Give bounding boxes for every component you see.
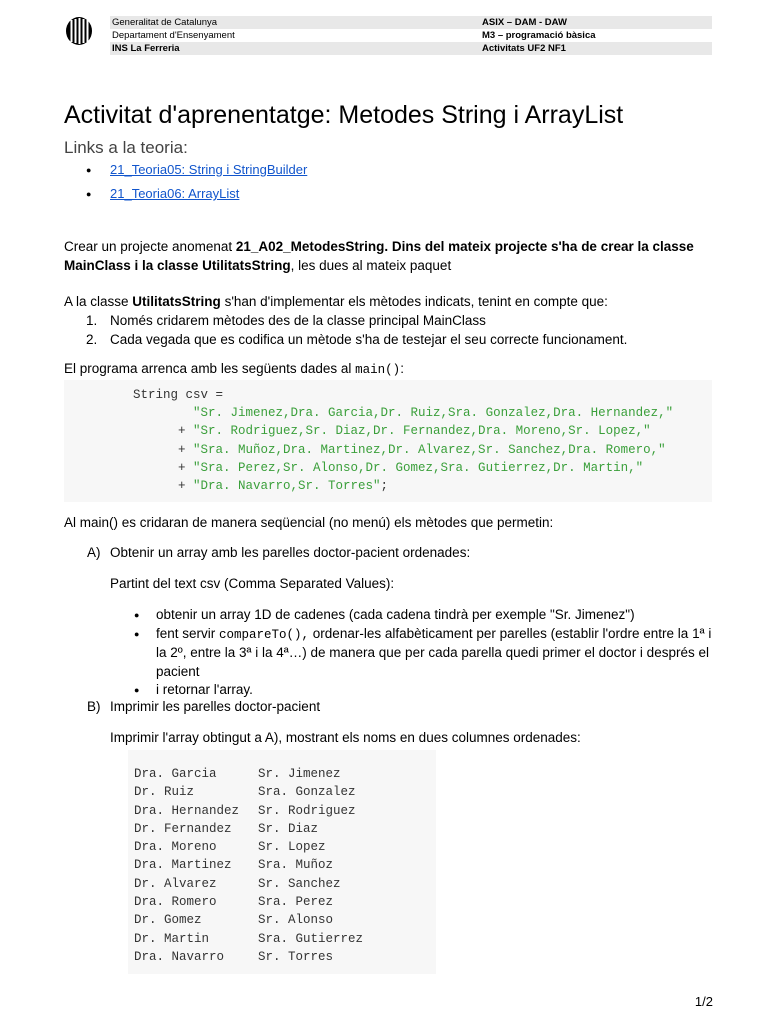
- list-item: [134, 625, 714, 682]
- header-line: ASIX – DAM - DAW: [480, 16, 712, 29]
- list-item: [86, 185, 307, 209]
- doctor-cell: Dra. Romero: [134, 895, 217, 910]
- links-heading: Links a la teoria:: [64, 138, 188, 157]
- table-row: [134, 930, 363, 948]
- table-row: [134, 875, 363, 893]
- table-row: [134, 856, 363, 874]
- doctor-cell: Dr. Ruiz: [134, 785, 195, 800]
- patient-cell: Sr. Rodriguez: [258, 803, 356, 818]
- patient-cell: Sra. Gonzalez: [258, 785, 356, 800]
- section-b-subtitle: Imprimir l'array obtingut a A), mostrant els noms en dues columnes ordenades:: [110, 730, 581, 745]
- list-text: Només cridarem mètodes des de la classe principal MainClass: [110, 313, 486, 328]
- start-text-end: :: [400, 361, 404, 376]
- link-teoria05[interactable]: 21_Teoria05: String i StringBuilder: [110, 162, 308, 177]
- list-text: Cada vegada que es codifica un mètode s'ha de testejar el seu correcte funcionament.: [110, 331, 628, 347]
- intro-paragraph: [64, 238, 724, 275]
- output-block: [128, 750, 436, 974]
- code-content: [133, 386, 673, 495]
- code-prefix: +: [133, 460, 194, 475]
- table-row: [134, 948, 363, 966]
- list-number: 2.: [86, 331, 98, 347]
- classe-bold: UtilitatsString: [132, 294, 221, 309]
- classe-text-end: s'han d'implementar els mètodes indicats, tenint en compte que:: [220, 294, 608, 309]
- main-intro: Al main() es cridaran de manera seqüencial (no menú) els mètodes que permetin:: [64, 515, 554, 530]
- doctor-cell: Dra. Garcia: [134, 767, 217, 781]
- start-paragraph: [64, 360, 724, 380]
- pairs-table: [134, 765, 363, 966]
- doctor-cell: Dr. Fernandez: [134, 821, 232, 836]
- header-line: M3 – programació bàsica: [482, 30, 596, 41]
- header-course: [480, 16, 712, 55]
- doctor-cell: Dra. Navarro: [134, 949, 225, 964]
- header-institution: [110, 16, 490, 55]
- page-number: 1/2: [694, 994, 713, 1009]
- list-item: [86, 161, 307, 185]
- code-suffix: ;: [380, 479, 389, 494]
- table-row: [134, 911, 363, 929]
- header-line: Generalitat de Catalunya: [110, 16, 490, 29]
- section-a-title: Obtenir un array amb les parelles doctor-pacient ordenades:: [110, 545, 471, 560]
- list-item: [134, 681, 714, 700]
- section-a-bullets: [134, 606, 714, 700]
- document-header: [64, 16, 712, 58]
- patient-cell: Sr. Torres: [258, 949, 334, 964]
- table-row: [134, 802, 363, 820]
- header-line: Departament d'Ensenyament: [112, 30, 235, 41]
- doctor-cell: Dr. Martin: [134, 931, 210, 946]
- patient-cell: Sra. Muñoz: [258, 858, 334, 873]
- section-a-subtitle: Partint del text csv (Comma Separated Values):: [110, 576, 395, 591]
- patient-cell: Sr. Alonso: [258, 913, 334, 928]
- section-b-title: Imprimir les parelles doctor-pacient: [110, 699, 321, 714]
- inline-code: main(): [355, 363, 401, 377]
- patient-cell: Sr. Lopez: [258, 840, 326, 855]
- intro-text-end: , les dues al mateix paquet: [290, 257, 452, 273]
- patient-cell: Sr. Sanchez: [258, 876, 341, 891]
- intro-text: Crear un projecte anomenat: [64, 239, 236, 254]
- code-prefix: +: [133, 424, 194, 439]
- start-text: El programa arrenca amb les següents dades al: [64, 361, 356, 376]
- code-string: "Sra. Perez,Sr. Alonso,Dr. Gomez,Sra. Gutierrez,Dr. Martin,": [193, 460, 644, 475]
- pairs-table-body: [134, 765, 363, 966]
- table-row: [134, 893, 363, 911]
- list-item: [86, 331, 627, 350]
- list-text: fent servir: [156, 625, 220, 641]
- patient-cell: Sr. Diaz: [258, 821, 319, 836]
- doctor-cell: Dr. Alvarez: [134, 876, 217, 891]
- doctor-cell: Dra. Martinez: [134, 858, 232, 873]
- generalitat-logo-icon: [64, 16, 94, 46]
- patient-cell: Sra. Gutierrez: [258, 931, 364, 946]
- code-prefix: [133, 406, 193, 420]
- code-string: "Dra. Navarro,Sr. Torres": [193, 479, 381, 494]
- table-row: [134, 820, 363, 838]
- code-block: [64, 380, 712, 502]
- doctor-cell: Dra. Moreno: [134, 840, 217, 855]
- table-row: [134, 783, 363, 801]
- header-line: Activitats UF2 NF1: [480, 42, 712, 55]
- list-text-end: ordenar-les alfabèticament per parelles (establir l'ordre entre la 1ª i la 2º, entre la 3ª i la 4ª…) de manera que per cada parella quedi primer el doctor i després el pacient: [156, 625, 712, 679]
- classe-text: A la classe: [64, 294, 133, 309]
- rules-list: [86, 312, 627, 349]
- header-line: INS La Ferreria: [110, 42, 490, 55]
- page-title: Activitat d'aprenentatge: Metodes String i ArrayList: [64, 101, 624, 129]
- list-number: 1.: [86, 313, 98, 328]
- list-text: i retornar l'array.: [156, 682, 253, 697]
- code-prefix: +: [133, 479, 194, 494]
- table-row: [134, 765, 363, 783]
- links-list: [86, 161, 307, 209]
- intro-bold: 21_A02_MetodesString. Dins del mateix projecte s'ha de crear la classe MainClass i la classe UtilitatsString: [64, 239, 694, 273]
- patient-cell: Sra. Perez: [258, 895, 334, 910]
- code-string: "Sr. Rodriguez,Sr. Diaz,Dr. Fernandez,Dra. Moreno,Sr. Lopez,": [193, 424, 651, 439]
- code-string: "Sra. Muñoz,Dra. Martinez,Dr. Alvarez,Sr. Sanchez,Dra. Romero,": [193, 442, 666, 457]
- table-row: [134, 838, 363, 856]
- code-string: "Sr. Jimenez,Dra. Garcia,Dr. Ruiz,Sra. Gonzalez,Dra. Hernandez,": [193, 406, 674, 421]
- list-item: [86, 312, 627, 331]
- section-b-letter: B): [87, 699, 101, 714]
- inline-code: compareTo(),: [219, 627, 310, 642]
- code-declaration: String csv =: [133, 388, 224, 402]
- list-item: [134, 606, 714, 625]
- section-a-letter: A): [87, 545, 101, 560]
- doctor-cell: Dra. Hernandez: [134, 803, 240, 818]
- classe-paragraph: [64, 293, 724, 312]
- doctor-cell: Dr. Gomez: [134, 913, 202, 928]
- patient-cell: Sr. Jimenez: [258, 767, 341, 781]
- list-text: obtenir un array 1D de cadenes (cada cadena tindrà per exemple "Sr. Jimenez"): [156, 607, 635, 622]
- link-teoria06[interactable]: 21_Teoria06: ArrayList: [110, 186, 240, 201]
- code-prefix: +: [133, 442, 194, 457]
